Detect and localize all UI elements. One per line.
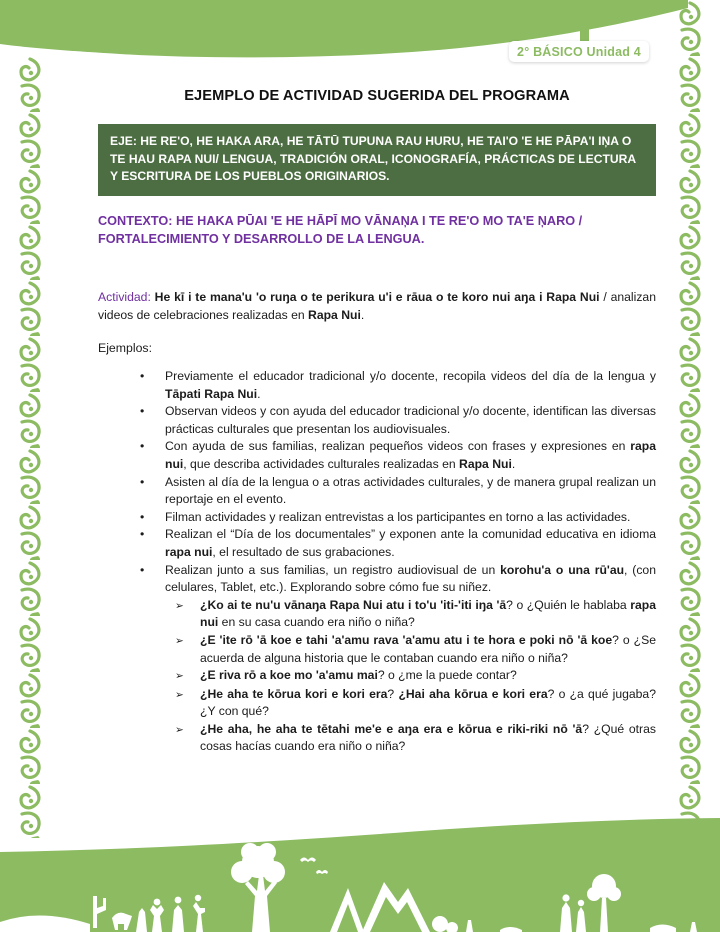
text-segment: ¿Ko ai te nu'u vānaŋa Rapa Nui atu i to'u 'iti-'iti iŋa 'ā	[200, 597, 507, 612]
text-segment: ? o ¿Se acuerda de alguna historia que le contaban cuando era niño o niña?	[200, 632, 656, 665]
footer-landscape-icon	[0, 800, 720, 932]
eje-banner-text: EJE: HE RE'O, HE HAKA ARA, HE TĀTŪ TUPUNA RAU HURU, HE TAI'O 'E HE PĀPA'I IŅA O TE HAU RAPA NUI/ LENGUA, TRADICIÓN ORAL, ICONOGRAFÍA, PRÁCTICAS DE LECTURA Y ESCRITURA DE LOS PUEBLOS ORIGINARIOS.	[110, 134, 636, 183]
bullet-item	[98, 474, 656, 509]
text-segment: Asisten al día de la lengua o a otras actividades culturales, y de manera grupal realizan un reportaje en el evento.	[165, 474, 656, 507]
bullet-item	[98, 403, 656, 438]
list-item-text	[200, 667, 656, 686]
list-item-text	[200, 597, 656, 632]
list-item-text	[165, 562, 656, 597]
list-item-text	[200, 721, 656, 756]
bullet-item	[98, 368, 656, 403]
text-segment: ¿He aha, he aha te tētahi me'e e aŋa era e kōrua e riki-riki nō 'ā	[200, 721, 583, 736]
text-segment: / analizan videos de celebraciones realizadas en	[98, 290, 656, 322]
text-segment: Previamente el educador tradicional y/o docente, recopila videos del día de la lengua y	[165, 369, 656, 383]
text-segment: Rapa Nui	[459, 456, 512, 471]
text-segment: ? o ¿me la puede contar?	[377, 668, 517, 683]
text-segment: .	[511, 456, 516, 471]
example-lists	[98, 368, 656, 756]
text-segment: rapa nui	[165, 439, 656, 471]
arrow-bullet-icon: ➢	[175, 723, 184, 736]
contexto-heading	[98, 212, 656, 248]
text-segment: Con ayuda de sus familias, realizan pequeños videos con frases y expresiones en	[165, 439, 631, 454]
list-item-text	[165, 403, 656, 438]
text-segment: , (con celulares, Tablet, etc.). Explorando sobre cómo fue su niñez.	[165, 562, 656, 595]
list-item-text	[165, 474, 656, 509]
bullet-item	[98, 438, 656, 473]
list-item-text	[200, 686, 656, 721]
page-title: EJEMPLO DE ACTIVIDAD SUGERIDA DEL PROGRAMA	[184, 88, 570, 104]
bullet-list	[98, 368, 656, 597]
sub-bullet-item	[98, 632, 656, 667]
bullet-icon: •	[140, 404, 145, 419]
text-segment: ¿Hai aha kōrua e kori era	[398, 686, 548, 701]
text-segment: Filman actividades y realizan entrevistas a los participantes en torno a las actividades.	[165, 509, 631, 524]
text-segment: Rapa Nui	[308, 307, 361, 322]
sub-bullet-item	[98, 721, 656, 756]
text-segment: Realizan junto a sus familias, un registro audiovisual de un	[165, 562, 501, 577]
list-item-text	[200, 632, 656, 667]
left-koru-border-icon	[16, 56, 44, 838]
text-segment: ?	[387, 686, 399, 701]
bullet-icon: •	[140, 474, 145, 489]
unit-badge	[509, 41, 649, 62]
eje-banner	[98, 124, 656, 196]
text-segment: Actividad:	[98, 290, 155, 305]
bullet-icon: •	[140, 527, 145, 542]
bullet-icon: •	[140, 562, 145, 577]
arrow-bullet-icon: ➢	[175, 599, 184, 612]
text-segment: ¿He aha te kōrua kori e kori era	[200, 686, 388, 701]
text-segment: .	[257, 386, 261, 401]
contexto-line2: FORTALECIMIENTO Y DESARROLLO DE LA LENGUA.	[98, 232, 425, 246]
sub-bullet-list	[98, 597, 656, 756]
text-segment: ? o ¿a qué jugaba? ¿Y con qué?	[200, 686, 656, 719]
text-segment: Tāpati Rapa Nui	[165, 386, 258, 401]
badge-connector	[580, 24, 589, 42]
bullet-item	[98, 526, 656, 561]
text-segment: , el resultado de sus grabaciones.	[212, 544, 395, 559]
bullet-icon: •	[140, 509, 145, 524]
contexto-line1: CONTEXTO: HE HAKA PŪAI 'E HE HĀPĪ MO VĀNAŅA I TE RE'O MO TA'E ŅARO /	[98, 214, 583, 228]
right-koru-border-icon	[676, 0, 704, 820]
arrow-bullet-icon: ➢	[175, 634, 184, 647]
ejemplos-label: Ejemplos:	[98, 341, 152, 355]
list-item-text	[165, 368, 656, 403]
actividad-paragraph	[98, 289, 656, 325]
sub-bullet-item	[98, 686, 656, 721]
bullet-icon: •	[140, 439, 145, 454]
arrow-bullet-icon: ➢	[175, 688, 184, 701]
sub-bullet-item	[98, 597, 656, 632]
text-segment: Realizan el “Día de los documentales” y exponen ante la comunidad educativa en idioma	[165, 527, 656, 542]
text-segment: korohu'a o una rū'au	[500, 562, 625, 577]
list-item-text	[165, 526, 656, 561]
text-segment: ? o ¿Quién le hablaba	[506, 597, 631, 612]
sub-bullet-item	[98, 667, 656, 686]
text-segment: ¿E riva rō a koe mo 'a'amu mai	[200, 668, 378, 683]
text-segment: ¿E 'ite rō 'ā koe e tahi 'a'amu rava 'a'amu atu i te hora e poki nō 'ā koe	[200, 632, 613, 647]
text-segment: rapa nui	[200, 597, 656, 630]
arrow-bullet-icon: ➢	[175, 670, 184, 683]
text-segment: Observan videos y con ayuda del educador tradicional y/o docente, identifican las diversas prácticas culturales que presentan los audiovisuales.	[165, 404, 656, 436]
text-segment: .	[360, 307, 365, 322]
bullet-icon: •	[140, 369, 145, 383]
bullet-item	[98, 509, 656, 527]
list-item-text	[165, 509, 656, 527]
text-segment: rapa nui	[165, 544, 213, 559]
text-segment: ? ¿Qué otras cosas hacías cuando era niño o niña?	[200, 721, 656, 754]
text-segment: He kī i te mana'u 'o ruŋa o te perikura u'i e rāua o te koro nui aŋa i Rapa Nui	[154, 290, 604, 305]
unit-badge-label: 2° BÁSICO Unidad 4	[517, 44, 641, 59]
text-segment: en su casa cuando era niño o niña?	[218, 615, 415, 630]
text-segment: , que describa actividades culturales realizadas en	[183, 456, 460, 471]
list-item-text	[165, 438, 656, 473]
bullet-item	[98, 562, 656, 597]
